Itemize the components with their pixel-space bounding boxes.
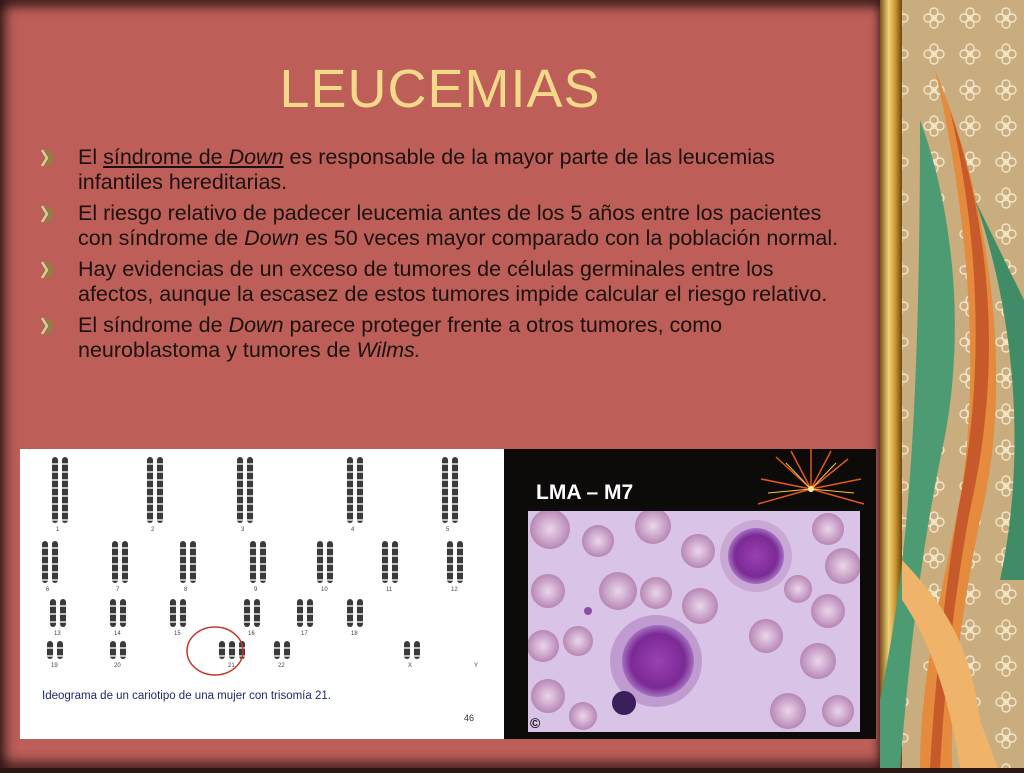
bullet-ornament-icon bbox=[40, 316, 54, 336]
chromosome-4 bbox=[347, 457, 363, 523]
chromosome-label: 7 bbox=[116, 587, 120, 593]
chromosome-15 bbox=[170, 599, 186, 627]
chromosome-13 bbox=[50, 599, 66, 627]
bullet-1-text-c: Down bbox=[228, 145, 284, 169]
blood-smear-image bbox=[528, 511, 860, 732]
bullet-item bbox=[40, 257, 852, 307]
chromosome-1 bbox=[52, 457, 68, 523]
chromosome-17 bbox=[297, 599, 313, 627]
chromosome-label: 21 bbox=[228, 663, 235, 669]
bullet-4-text-c: parece proteger frente a otros tumores, como neuroblastoma y tumores de bbox=[78, 313, 723, 362]
bullet-4-text-a: El síndrome de bbox=[78, 313, 229, 337]
chromosome-18 bbox=[347, 599, 363, 627]
chromosome-14 bbox=[110, 599, 126, 627]
chromosome-label: 18 bbox=[351, 631, 358, 637]
chromosome-20 bbox=[110, 641, 126, 659]
karyotype-chromosomes bbox=[20, 449, 504, 689]
karyotype-caption: Ideograma de un cariotipo de una mujer con trisomía 21. bbox=[42, 690, 331, 702]
bullet-item bbox=[40, 201, 852, 251]
chromosome-label: 1 bbox=[56, 527, 60, 533]
chromosome-label: 17 bbox=[301, 631, 308, 637]
page-number: 46 bbox=[463, 713, 474, 723]
chromosome-16 bbox=[244, 599, 260, 627]
decorative-side-panel bbox=[880, 0, 1024, 768]
chromosome-label: 15 bbox=[174, 631, 181, 637]
chromosome-label: 4 bbox=[351, 527, 355, 533]
bullet-list bbox=[40, 145, 852, 369]
chromosome-3 bbox=[237, 457, 253, 523]
chromosome-label: X bbox=[408, 663, 413, 669]
chromosome-label: 2 bbox=[151, 527, 155, 533]
bullet-1-text-a: El bbox=[78, 145, 104, 169]
chromosome-7 bbox=[112, 541, 128, 583]
chromosome-19 bbox=[47, 641, 63, 659]
chromosome-label: 6 bbox=[46, 587, 50, 593]
chromosome-label: 19 bbox=[51, 663, 58, 669]
chromosome-label: 16 bbox=[248, 631, 255, 637]
chromosome-9 bbox=[250, 541, 266, 583]
bullet-2-text-b: Down bbox=[244, 226, 300, 250]
chromosome-10 bbox=[317, 541, 333, 583]
bullet-1-text-d: es responsable de la mayor parte de las leucemias infantiles hereditarias. bbox=[78, 145, 775, 194]
firework-decoration-icon bbox=[746, 449, 876, 519]
karyotype-figure bbox=[20, 449, 504, 739]
bullet-2-text-a: El riesgo relativo de padecer leucemia antes de los 5 años entre los pacientes con síndrome de bbox=[78, 201, 822, 250]
bullet-3-text: Hay evidencias de un exceso de tumores de células germinales entre los afectos, aunque la escasez de estos tumores impide calcular el riesgo relativo. bbox=[78, 257, 828, 306]
chromosome-22 bbox=[274, 641, 290, 659]
chromosome-label: 14 bbox=[114, 631, 121, 637]
chromosome-5 bbox=[442, 457, 458, 523]
chromosome-label: 11 bbox=[386, 587, 393, 593]
chromosome-label: 12 bbox=[451, 587, 458, 593]
copyright-mark: © bbox=[530, 715, 541, 731]
bullet-4-text-d: Wilms. bbox=[356, 338, 421, 362]
chromosome-label: 13 bbox=[54, 631, 61, 637]
bullet-1-text-b: síndrome de bbox=[103, 145, 229, 169]
chromosome-label: 10 bbox=[321, 587, 328, 593]
bullet-item bbox=[40, 145, 852, 195]
bullet-ornament-icon bbox=[40, 204, 54, 224]
chromosome-label: 8 bbox=[184, 587, 188, 593]
bullet-ornament-icon bbox=[40, 148, 54, 168]
chromosome-6 bbox=[42, 541, 58, 583]
chromosome-label: 20 bbox=[114, 663, 121, 669]
chromosome-11 bbox=[382, 541, 398, 583]
chromosome-12 bbox=[447, 541, 463, 583]
chromosome-8 bbox=[180, 541, 196, 583]
bullet-2-text-c: es 50 veces mayor comparado con la población normal. bbox=[299, 226, 839, 250]
chromosome-label: 5 bbox=[446, 527, 450, 533]
chromosome-label: 9 bbox=[254, 587, 258, 593]
chromosome-label: Y bbox=[474, 663, 479, 669]
microscopy-figure bbox=[504, 449, 876, 739]
chromosome-label: 3 bbox=[241, 527, 245, 533]
chromosome-X bbox=[404, 641, 420, 659]
chromosome-2 bbox=[147, 457, 163, 523]
bullet-ornament-icon bbox=[40, 260, 54, 280]
microscopy-title: LMA – M7 bbox=[536, 481, 634, 504]
bullet-4-text-b: Down bbox=[228, 313, 284, 337]
chromosome-label: 22 bbox=[278, 663, 285, 669]
slide-title: LEUCEMIAS bbox=[279, 59, 601, 119]
bullet-item bbox=[40, 313, 852, 363]
